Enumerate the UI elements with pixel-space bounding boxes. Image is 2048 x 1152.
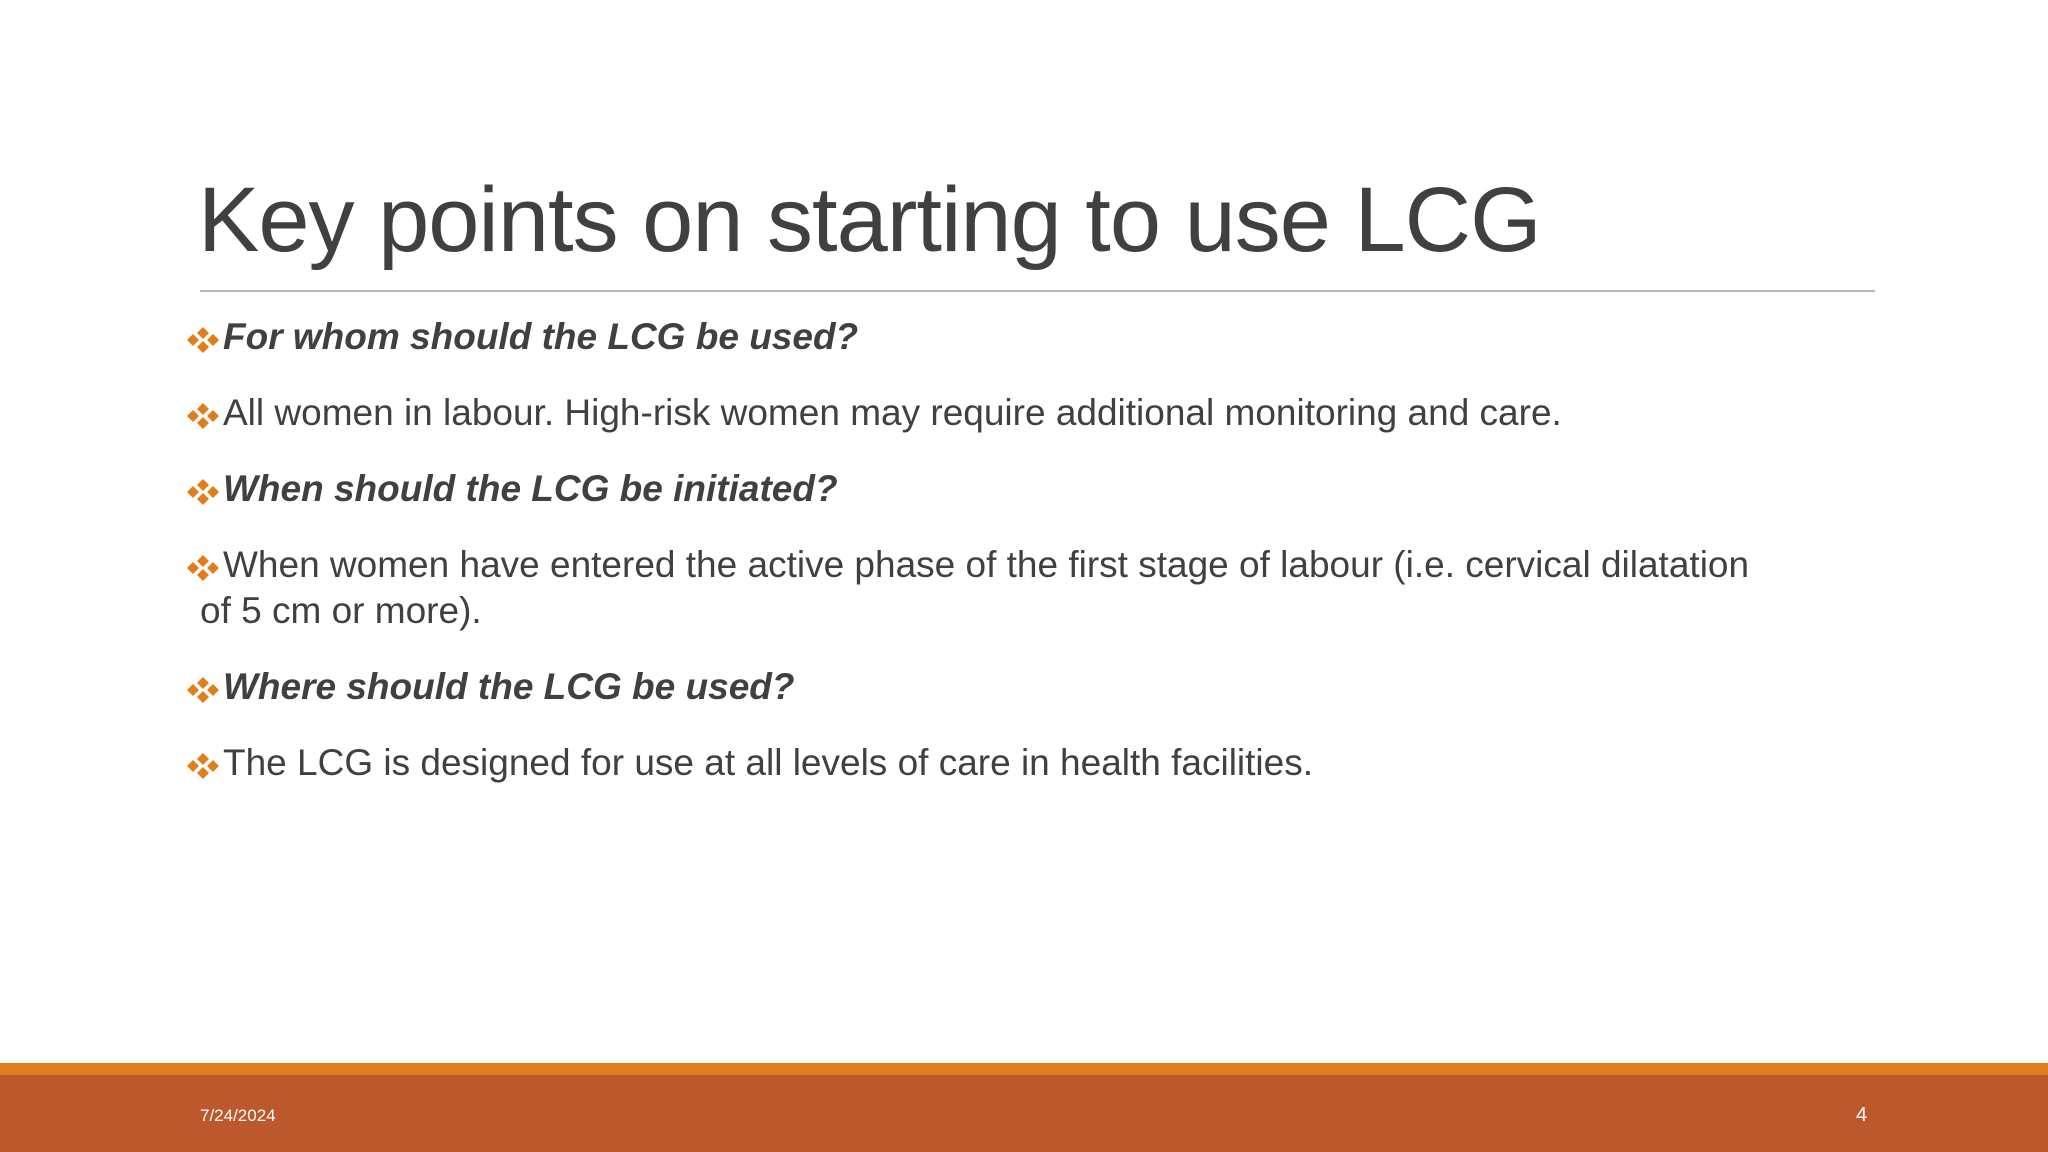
- bullet-list: [186, 314, 1876, 816]
- four-diamond-icon: [186, 478, 220, 506]
- footer-bar: [0, 1075, 2048, 1152]
- bullet-item: [186, 664, 1876, 710]
- slide-title: Key points on starting to use LCG: [198, 169, 1541, 271]
- four-diamond-icon: [186, 326, 220, 354]
- bullet-text: The LCG is designed for use at all levels of care in health facilities.: [223, 742, 1314, 783]
- four-diamond-icon: [186, 676, 220, 704]
- bullet-text: Where should the LCG be used?: [223, 666, 795, 707]
- four-diamond-icon: [186, 554, 220, 582]
- bullet-text-continuation: of 5 cm or more).: [200, 590, 482, 631]
- bullet-item: [186, 314, 1876, 360]
- bullet-item: [186, 466, 1876, 512]
- four-diamond-icon: [186, 402, 220, 430]
- footer-date: 7/24/2024: [200, 1106, 276, 1125]
- four-diamond-icon: [186, 752, 220, 780]
- page-number: 4: [1856, 1104, 1868, 1126]
- bullet-text: When women have entered the active phase of the first stage of labour (i.e. cervical dilatation: [223, 544, 1750, 585]
- bullet-text: All women in labour. High-risk women may require additional monitoring and care.: [223, 392, 1562, 433]
- bullet-text: When should the LCG be initiated?: [223, 468, 838, 509]
- footer-accent-stripe: [0, 1063, 2048, 1075]
- title-divider: [200, 290, 1875, 292]
- bullet-text: For whom should the LCG be used?: [223, 316, 859, 357]
- bullet-item: [186, 542, 1876, 634]
- bullet-item: [186, 390, 1876, 436]
- bullet-item: [186, 740, 1876, 786]
